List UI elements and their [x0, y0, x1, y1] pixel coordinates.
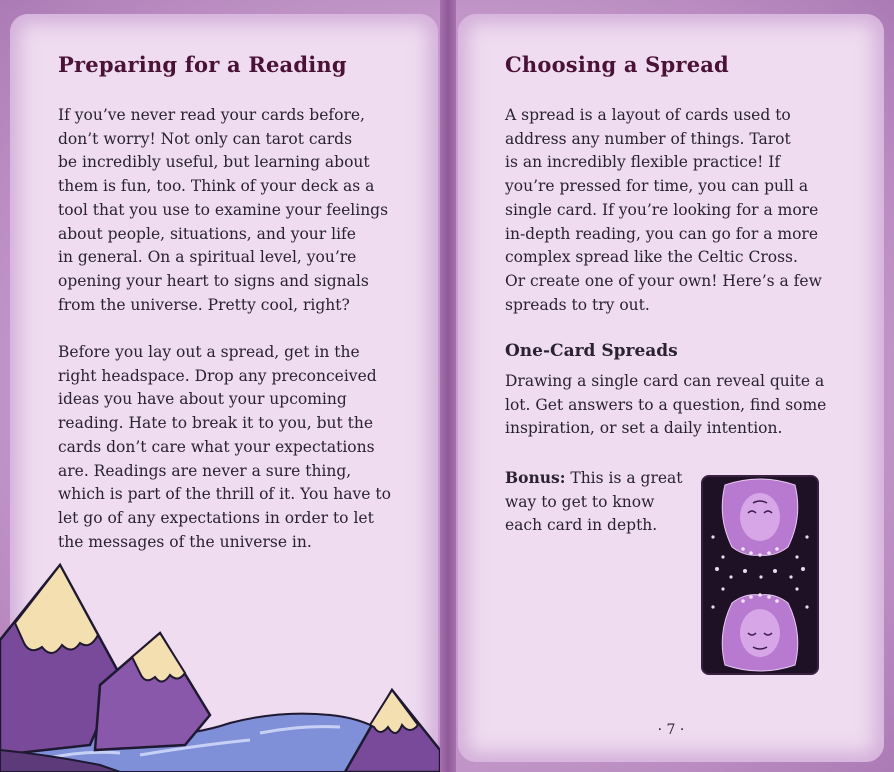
page-number: · 7 · — [657, 722, 685, 738]
tarot-card-back-illustration — [703, 477, 817, 673]
left-page-heading: Preparing for a Reading — [58, 52, 347, 77]
bonus-note — [505, 466, 683, 538]
left-paragraph-2: Before you lay out a spread, get in the right headspace. Drop any preconceived ideas you have about your upcoming reading. Hate to break it to you, but the cards don’t care what your expectations are. Readings are never a sure thing, which is part of the thrill of it. You have to let go of any expectations in order to let the messages of the universe in. — [58, 343, 391, 551]
right-page-heading: Choosing a Spread — [505, 52, 729, 77]
right-paragraph-1: A spread is a layout of cards used to address any number of things. Tarot is an incredibly flexible practice! If you’re pressed for time, you can pull a single card. If you’re looking for a more in-depth reading, you can go for a more complex spread like the Celtic Cross. Or create one of your own! Here’s a few spreads to try out. — [505, 106, 822, 314]
bonus-text: This is a great way to get to know each card in depth. — [505, 469, 683, 535]
book-gutter — [440, 0, 456, 772]
bonus-label: Bonus: — [505, 468, 566, 487]
left-paragraph-1: If you’ve never read your cards before, don’t worry! Not only can tarot cards be incredibly useful, but learning about them is fun, too. Think of your deck as a tool that you use to examine your feelings about people, situations, and your life in general. On a spiritual level, you’re opening your heart to signs and signals from the universe. Pretty cool, right? — [58, 106, 389, 314]
one-card-spreads-subheading: One-Card Spreads — [505, 341, 678, 361]
right-paragraph-2: Drawing a single card can reveal quite a lot. Get answers to a question, find some inspiration, or set a daily intention. — [505, 372, 827, 438]
mountains-illustration — [0, 555, 440, 772]
